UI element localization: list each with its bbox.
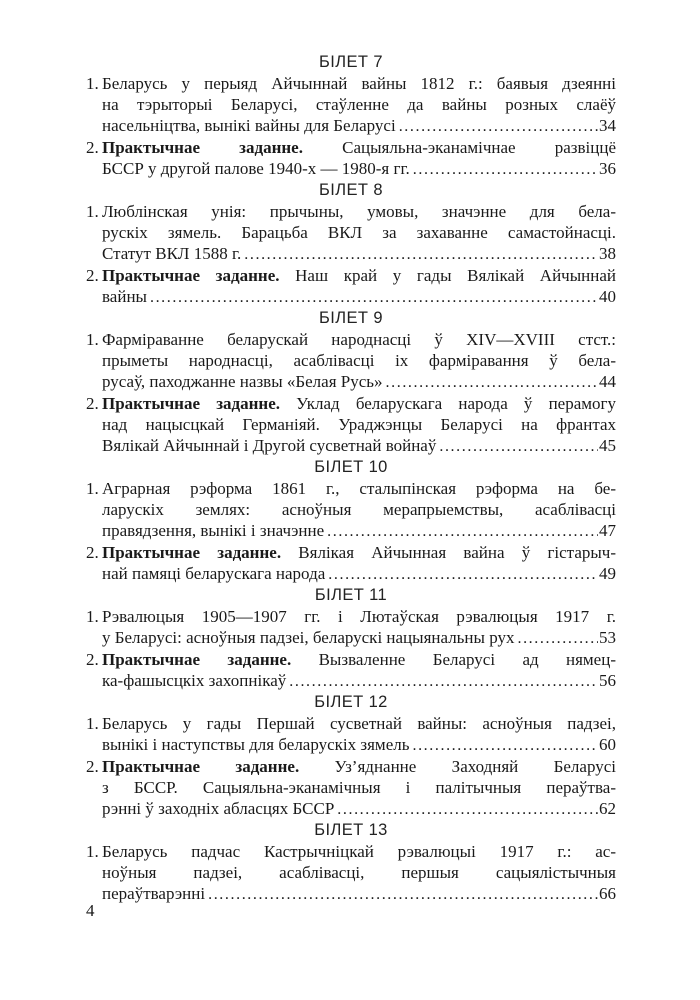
toc-last-line <box>102 286 616 308</box>
entry-page-number: 62 <box>599 799 616 818</box>
item-bold-label: Практычнае заданне. <box>102 543 282 562</box>
dot-leader <box>399 116 598 137</box>
item-bold-label: Практычнае заданне. <box>102 650 292 669</box>
ticket-section <box>86 692 616 820</box>
toc-text-line: Практычнае заданне. Вялікая Айчынная вайна ў гістарыч- <box>102 543 616 562</box>
entry-page-number: 40 <box>599 287 616 306</box>
entry-tail-text: пераўтварэнні <box>102 884 206 903</box>
ticket-title: БІЛЕТ 8 <box>319 181 383 199</box>
item-number: 2. <box>86 650 99 669</box>
item-number: 1. <box>86 74 99 93</box>
item-number: 1. <box>86 714 99 733</box>
toc-last-line <box>102 734 616 756</box>
toc-last-line <box>102 115 616 137</box>
ticket-title: БІЛЕТ 13 <box>314 821 388 839</box>
toc-text-line: на тэрыторыі Беларусі, стаўленне да вайны розных слаёў <box>102 95 616 114</box>
toc-text-line: ноўныя падзеі, асаблівасці, першыя сацыялістычныя <box>102 863 616 882</box>
toc-last-line <box>102 883 616 905</box>
toc-last-line <box>102 520 616 542</box>
toc-text-line: ларускіх землях: асноўныя мерапрыемствы, асаблівасці <box>102 500 616 519</box>
ticket-section <box>86 820 616 905</box>
entry-page-number: 36 <box>599 159 616 178</box>
entry-tail-text: най памяці беларускага народа <box>102 564 326 583</box>
ticket-title: БІЛЕТ 10 <box>314 458 388 476</box>
entry-tail-text: вынікі і наступствы для беларускіх зямель <box>102 735 410 754</box>
ticket-section <box>86 308 616 457</box>
ticket-title: БІЛЕТ 7 <box>319 53 383 71</box>
toc-text-line: Беларусь у гады Першай сусветнай вайны: асноўныя падзеі, <box>102 714 616 733</box>
toc-text-line: Практычнае заданне. Уз’яднанне Заходняй Беларусі <box>102 757 616 776</box>
item-body <box>102 649 616 692</box>
toc-text-line: рускіх зямель. Барацьба ВКЛ за захаванне самастойнасці. <box>102 223 616 242</box>
ticket-section <box>86 457 616 585</box>
toc-last-line <box>102 670 616 692</box>
toc-item <box>86 606 616 649</box>
item-body <box>102 393 616 457</box>
item-body <box>102 73 616 137</box>
item-number: 1. <box>86 330 99 349</box>
entry-page-number: 66 <box>599 884 616 903</box>
toc-last-line <box>102 371 616 393</box>
item-body <box>102 713 616 756</box>
dot-leader <box>289 671 598 692</box>
toc-item <box>86 542 616 585</box>
entry-page-number: 47 <box>599 521 616 540</box>
entry-tail-text: правядзення, вынікі і значэнне <box>102 521 325 540</box>
toc-last-line <box>102 627 616 649</box>
entry-page-number: 38 <box>599 244 616 263</box>
item-number: 2. <box>86 543 99 562</box>
item-number: 2. <box>86 757 99 776</box>
item-number: 1. <box>86 479 99 498</box>
item-bold-label: Практычнае заданне. <box>102 394 281 413</box>
toc <box>86 52 616 905</box>
dot-leader <box>386 372 598 393</box>
toc-last-line <box>102 158 616 180</box>
toc-item <box>86 756 616 820</box>
toc-item <box>86 137 616 180</box>
item-number: 1. <box>86 202 99 221</box>
item-body <box>102 137 616 180</box>
item-body <box>102 201 616 265</box>
entry-page-number: 60 <box>599 735 616 754</box>
toc-text-line: Беларусь падчас Кастрычніцкай рэвалюцыі 1917 г.: ас- <box>102 842 616 861</box>
entry-page-number: 53 <box>599 628 616 647</box>
toc-last-line <box>102 798 616 820</box>
entry-page-number: 44 <box>599 372 616 391</box>
item-number: 2. <box>86 266 99 285</box>
toc-text-line: над нацысцкай Германіяй. Ураджэнцы Беларусі на франтах <box>102 415 616 434</box>
toc-item <box>86 329 616 393</box>
toc-item <box>86 713 616 756</box>
item-body <box>102 265 616 308</box>
item-bold-label: Практычнае заданне. <box>102 266 280 285</box>
dot-leader <box>439 436 598 457</box>
entry-tail-text: русаў, паходжанне назвы «Белая Русь» <box>102 372 383 391</box>
dot-leader <box>327 521 598 542</box>
toc-text-line: Практычнае заданне. Наш край у гады Вялікай Айчыннай <box>102 266 616 285</box>
toc-text-line: Аграрная рэформа 1861 г., сталыпінская рэформа на бе- <box>102 479 616 498</box>
entry-page-number: 34 <box>599 116 616 135</box>
toc-text-line: Практычнае заданне. Уклад беларускага народа ў перамогу <box>102 394 616 413</box>
item-body <box>102 329 616 393</box>
dot-leader <box>328 564 598 585</box>
entry-tail-text: БССР у другой палове 1940-х — 1980-я гг. <box>102 159 410 178</box>
toc-item <box>86 841 616 905</box>
dot-leader <box>517 628 598 649</box>
toc-text-line: Рэвалюцыя 1905—1907 гг. і Лютаўская рэвалюцыя 1917 г. <box>102 607 616 626</box>
item-body <box>102 606 616 649</box>
toc-text-line: Практычнае заданне. Вызваленне Беларусі ад нямец- <box>102 650 616 669</box>
entry-page-number: 45 <box>599 436 616 455</box>
ticket-title: БІЛЕТ 11 <box>314 586 388 604</box>
item-number: 2. <box>86 394 99 413</box>
item-bold-label: Практычнае заданне. <box>102 138 303 157</box>
item-body <box>102 478 616 542</box>
item-number: 2. <box>86 138 99 157</box>
entry-tail-text: вайны <box>102 287 147 306</box>
toc-item <box>86 73 616 137</box>
toc-last-line <box>102 435 616 457</box>
ticket-title: БІЛЕТ 9 <box>319 309 383 327</box>
ticket-section <box>86 585 616 692</box>
entry-page-number: 49 <box>599 564 616 583</box>
folio-number: 4 <box>86 901 95 920</box>
dot-leader <box>208 884 598 905</box>
toc-text-line: Фарміраванне беларускай народнасці ў XIV—XVIII стст.: <box>102 330 616 349</box>
item-bold-label: Практычнае заданне. <box>102 757 300 776</box>
toc-item <box>86 393 616 457</box>
toc-item <box>86 649 616 692</box>
dot-leader <box>150 287 598 308</box>
toc-last-line <box>102 563 616 585</box>
dot-leader <box>337 799 598 820</box>
entry-page-number: 56 <box>599 671 616 690</box>
toc-item <box>86 265 616 308</box>
toc-text-line: прыметы народнасці, асаблівасці іх фарміравання ў бела- <box>102 351 616 370</box>
entry-tail-text: Статут ВКЛ 1588 г. <box>102 244 242 263</box>
item-body <box>102 756 616 820</box>
ticket-section <box>86 180 616 308</box>
toc-text-line: Беларусь у перыяд Айчыннай вайны 1812 г.: баявыя дзеянні <box>102 74 616 93</box>
toc-item <box>86 201 616 265</box>
toc-text-line: з БССР. Сацыяльна-эканамічныя і палітычныя пераўтва- <box>102 778 616 797</box>
ticket-section <box>86 52 616 180</box>
toc-last-line <box>102 243 616 265</box>
item-body <box>102 841 616 905</box>
item-body <box>102 542 616 585</box>
entry-tail-text: у Беларусі: асноўныя падзеі, беларускі нацыянальны рух <box>102 628 515 647</box>
ticket-title: БІЛЕТ 12 <box>314 693 388 711</box>
dot-leader <box>244 244 598 265</box>
dot-leader <box>412 735 598 756</box>
toc-text-line: Практычнае заданне. Сацыяльна-эканамічнае развіццё <box>102 138 616 157</box>
toc-text-line: Люблінская унія: прычыны, умовы, значэнне для бела- <box>102 202 616 221</box>
entry-tail-text: насельніцтва, вынікі вайны для Беларусі <box>102 116 396 135</box>
toc-item <box>86 478 616 542</box>
dot-leader <box>413 159 598 180</box>
entry-tail-text: Вялікай Айчыннай і Другой сусветнай войнаў <box>102 436 437 455</box>
entry-tail-text: ка-фашысцкіх захопнікаў <box>102 671 287 690</box>
item-number: 1. <box>86 842 99 861</box>
item-number: 1. <box>86 607 99 626</box>
entry-tail-text: рэнні ў заходніх абласцях БССР <box>102 799 335 818</box>
